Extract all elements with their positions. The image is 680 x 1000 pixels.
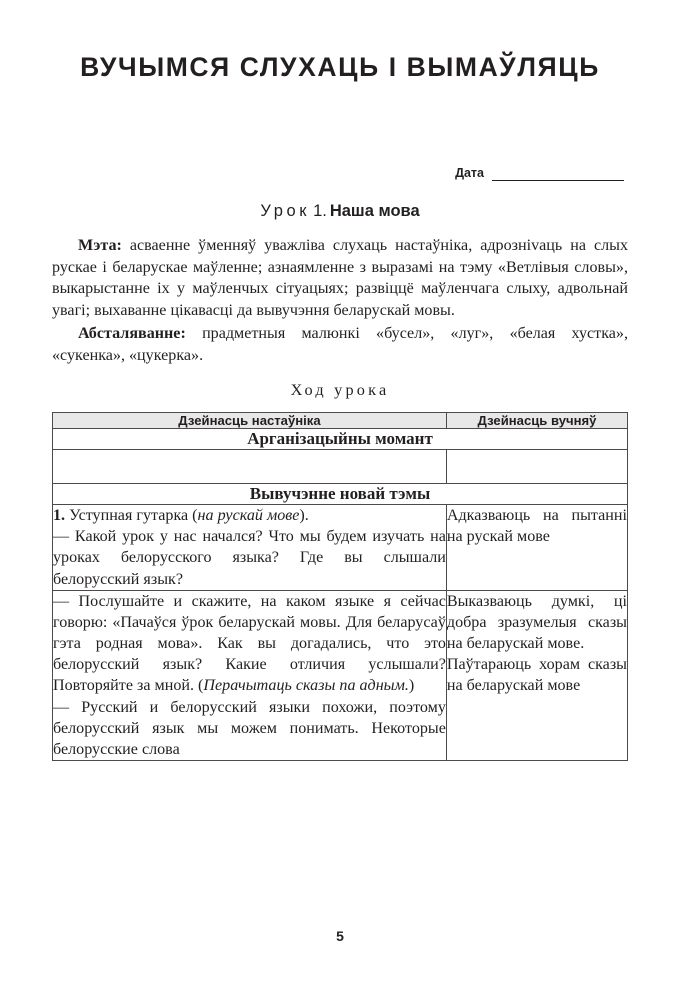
pupil-activity-cell-1	[446, 505, 627, 591]
teacher-activity-cell-2	[53, 590, 447, 760]
table-header-row	[53, 413, 628, 429]
lesson-number: 1.	[313, 202, 327, 221]
lesson-plan-table	[52, 412, 628, 761]
item-lead: Уступная гутарка (	[69, 507, 198, 525]
item-lead-end: ).	[299, 507, 309, 525]
teacher-activity-cell-1	[53, 505, 447, 591]
goal-paragraph	[52, 235, 628, 321]
table-row-empty	[53, 450, 628, 484]
lesson-title: Наша мова	[329, 202, 420, 221]
table-row	[53, 590, 628, 760]
column-header-teacher: Дзейнасць настаўніка	[53, 413, 447, 429]
page-number: 5	[336, 928, 344, 944]
pupil-activity-text-2b: Паўтараюць хорам сказы на беларускай мове	[446, 656, 627, 695]
pupil-activity-cell-2	[446, 590, 627, 760]
lesson-heading	[52, 202, 628, 222]
teacher-speech-part-a: — Послушайте и скажите, на каком языке я сейчас говорю: «Пачаўся ўрок беларускай мовы. Для беларусаў гэта родная мова». Как вы догадались, что это белорусский язык? Какие отличия услышали? Повторяйте за мной. (	[53, 592, 446, 695]
pupil-activity-text-1: Адказваюць на пытанні на рускай мове	[446, 507, 627, 546]
lesson-word-label: Урок	[260, 202, 311, 221]
date-blank-line[interactable]	[492, 169, 624, 181]
table-section-row-organizational	[53, 429, 628, 450]
teacher-activity-item-title	[53, 505, 446, 526]
table-section-row-new-topic	[53, 484, 628, 505]
teacher-activity-body-2b: — Русский и белорусский языки похожи, поэтому белорусский язык мы можем понимать. Некоторые белорусские слова	[53, 698, 446, 758]
teacher-stage-direction: Перачытаць сказы па адным.	[203, 677, 409, 695]
equipment-paragraph	[52, 323, 628, 366]
pupil-activity-text-2a: Выказваюць думкі, ці добра зразумелыя сказы на беларускай мове.	[446, 592, 627, 653]
equipment-label: Абсталяванне:	[78, 325, 186, 343]
item-lead-italic: на рускай мове	[197, 507, 300, 525]
section-heading-organizational: Арганізацыйны момант	[53, 429, 628, 450]
empty-cell-teacher[interactable]	[53, 450, 447, 484]
date-field	[52, 166, 628, 181]
item-number: 1.	[53, 507, 66, 525]
date-label: Дата	[455, 166, 484, 181]
equipment-text: прадметныя малюнкі «бусел», «луг», «белая хустка», «сукенка», «цукерка».	[52, 325, 628, 364]
teacher-speech-part-b: )	[408, 677, 415, 695]
goal-label: Мэта:	[78, 237, 122, 255]
goal-text: асваенне ўменняў уважліва слухаць настаўніка, адрозніvаць на слых рускае і беларускае маўленне; азнаямленне з выразамі на тэму «Ветлівыя словы», выкарыстанне іх у маўленчых сітуацыях; развіццё маўленчага слыху, адвольнай увагі; выхаванне цікавасці да вывучэння беларускай мовы.	[52, 237, 628, 319]
page-title: ВУЧЫМСЯ СЛУХАЦЬ І ВЫМАЎЛЯЦЬ	[80, 52, 600, 82]
column-header-pupil: Дзейнасць вучняў	[446, 413, 627, 429]
teacher-activity-body-2a	[53, 591, 446, 697]
table-row	[53, 505, 628, 591]
teacher-activity-body-1: — Какой урок у нас начался? Что мы будем изучать на уроках белорусского языка? Где вы слышали белорусский язык?	[53, 528, 446, 588]
empty-cell-pupil[interactable]	[446, 450, 627, 484]
course-caption: Ход урока	[290, 380, 390, 400]
section-heading-new-topic: Вывучэнне новай тэмы	[53, 484, 628, 505]
